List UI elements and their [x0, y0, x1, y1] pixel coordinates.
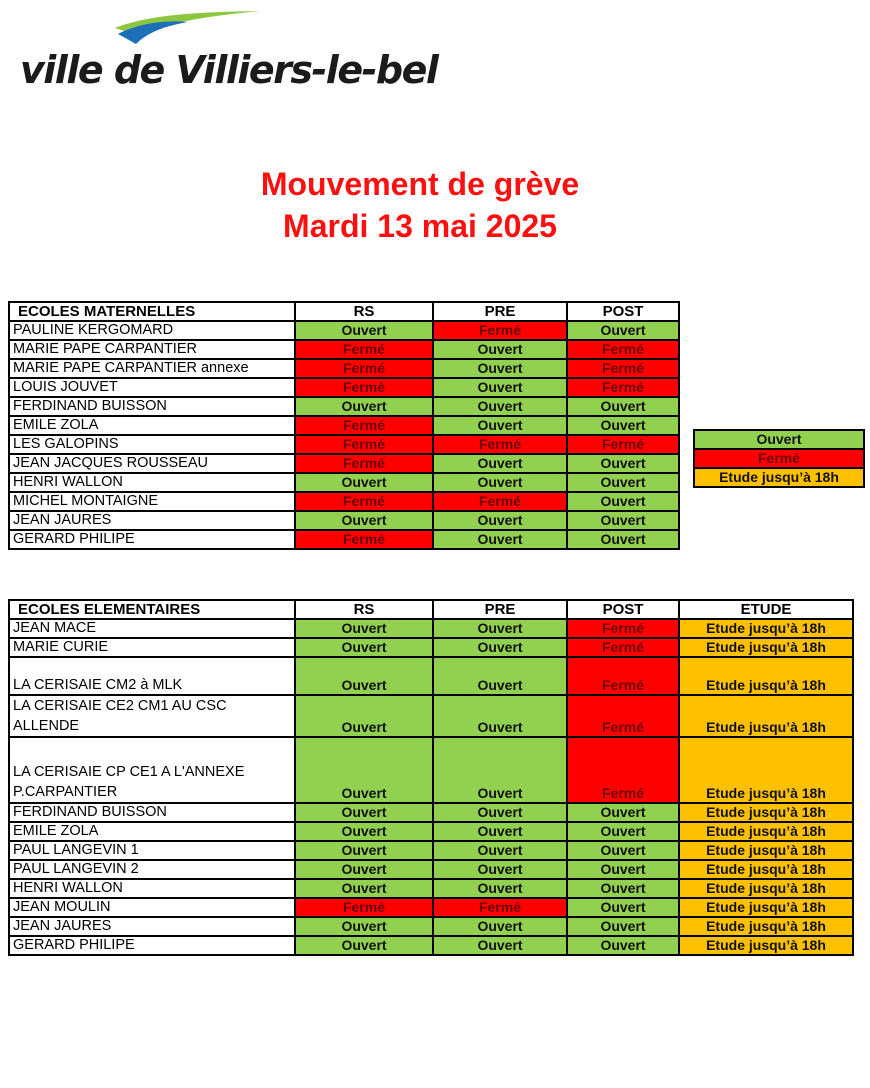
school-name-cell: JEAN JAURES	[9, 917, 295, 936]
status-cell-etude: Etude jusqu’à 18h	[679, 860, 853, 879]
status-cell-etude: Etude jusqu’à 18h	[679, 879, 853, 898]
status-cell-post: Ouvert	[567, 879, 679, 898]
status-cell-pre: Fermé	[433, 321, 567, 340]
table-row	[9, 530, 679, 549]
status-cell-post: Ouvert	[567, 473, 679, 492]
legend-table	[693, 429, 865, 488]
school-name-cell: GERARD PHILIPE	[9, 530, 295, 549]
table-row	[9, 321, 679, 340]
table-row	[9, 397, 679, 416]
status-cell-pre: Ouvert	[433, 841, 567, 860]
status-cell-rs: Fermé	[295, 898, 433, 917]
column-header-etude: ETUDE	[679, 600, 853, 619]
status-cell-rs: Ouvert	[295, 841, 433, 860]
status-cell-pre: Ouvert	[433, 879, 567, 898]
table-row	[9, 879, 853, 898]
table-row	[9, 936, 853, 955]
status-cell-pre: Ouvert	[433, 917, 567, 936]
status-cell-etude: Etude jusqu’à 18h	[679, 695, 853, 737]
table-row	[9, 860, 853, 879]
status-cell-pre: Ouvert	[433, 340, 567, 359]
status-cell-etude: Etude jusqu’à 18h	[679, 619, 853, 638]
status-cell-post: Ouvert	[567, 530, 679, 549]
status-cell-rs: Fermé	[295, 530, 433, 549]
table-header-row	[9, 302, 679, 321]
status-cell-post: Ouvert	[567, 822, 679, 841]
school-name-cell: JEAN JACQUES ROUSSEAU	[9, 454, 295, 473]
school-name-cell: PAUL LANGEVIN 1	[9, 841, 295, 860]
status-cell-rs: Fermé	[295, 454, 433, 473]
status-cell-post: Ouvert	[567, 917, 679, 936]
status-cell-pre: Ouvert	[433, 416, 567, 435]
status-cell-pre: Fermé	[433, 898, 567, 917]
status-cell-rs: Fermé	[295, 359, 433, 378]
page-date: Mardi 13 mai 2025	[283, 208, 557, 244]
school-name-cell: FERDINAND BUISSON	[9, 397, 295, 416]
table-row	[9, 416, 679, 435]
status-cell-pre: Ouvert	[433, 657, 567, 695]
school-name-cell: JEAN MACE	[9, 619, 295, 638]
status-cell-etude: Etude jusqu’à 18h	[679, 917, 853, 936]
table-row	[9, 695, 853, 737]
status-cell-post: Ouvert	[567, 321, 679, 340]
table-row	[9, 638, 853, 657]
status-cell-rs: Ouvert	[295, 619, 433, 638]
status-cell-pre: Ouvert	[433, 619, 567, 638]
table-row	[9, 492, 679, 511]
table-row	[9, 435, 679, 454]
status-cell-rs: Ouvert	[295, 936, 433, 955]
column-header-post: POST	[567, 302, 679, 321]
status-cell-post: Ouvert	[567, 860, 679, 879]
status-cell-pre: Ouvert	[433, 695, 567, 737]
status-cell-post: Ouvert	[567, 936, 679, 955]
status-cell-post: Fermé	[567, 638, 679, 657]
column-header-pre: PRE	[433, 600, 567, 619]
table-row	[9, 917, 853, 936]
status-cell-etude: Etude jusqu’à 18h	[679, 936, 853, 955]
school-name-cell: HENRI WALLON	[9, 473, 295, 492]
school-name-cell: LOUIS JOUVET	[9, 378, 295, 397]
table-row	[9, 822, 853, 841]
legend-row	[694, 468, 864, 487]
status-cell-pre: Ouvert	[433, 454, 567, 473]
status-cell-pre: Fermé	[433, 492, 567, 511]
status-cell-pre: Fermé	[433, 435, 567, 454]
status-cell-rs: Ouvert	[295, 397, 433, 416]
table-row	[9, 619, 853, 638]
status-cell-rs: Ouvert	[295, 917, 433, 936]
table-row	[9, 657, 853, 695]
status-cell-post: Ouvert	[567, 898, 679, 917]
status-cell-rs: Ouvert	[295, 822, 433, 841]
school-name-cell: LA CERISAIE CM2 à MLK	[9, 657, 295, 695]
column-header-rs: RS	[295, 600, 433, 619]
status-cell-post: Fermé	[567, 657, 679, 695]
status-cell-pre: Ouvert	[433, 822, 567, 841]
column-header-pre: PRE	[433, 302, 567, 321]
status-cell-pre: Ouvert	[433, 860, 567, 879]
status-cell-pre: Ouvert	[433, 473, 567, 492]
status-cell-post: Fermé	[567, 378, 679, 397]
school-name-cell: PAUL LANGEVIN 2	[9, 860, 295, 879]
status-cell-pre: Ouvert	[433, 530, 567, 549]
legend-etude: Etude jusqu’à 18h	[694, 468, 864, 487]
table-row	[9, 359, 679, 378]
status-cell-rs: Fermé	[295, 378, 433, 397]
status-cell-post: Fermé	[567, 435, 679, 454]
city-logo	[20, 10, 438, 100]
school-name-cell: FERDINAND BUISSON	[9, 803, 295, 822]
status-cell-post: Fermé	[567, 695, 679, 737]
status-cell-pre: Ouvert	[433, 737, 567, 803]
table-row	[9, 378, 679, 397]
elementaires-table	[8, 599, 854, 956]
status-cell-rs: Ouvert	[295, 695, 433, 737]
table-header-row	[9, 600, 853, 619]
table-row	[9, 803, 853, 822]
status-cell-rs: Ouvert	[295, 321, 433, 340]
table-row	[9, 454, 679, 473]
status-cell-pre: Ouvert	[433, 378, 567, 397]
status-cell-post: Fermé	[567, 737, 679, 803]
status-cell-pre: Ouvert	[433, 803, 567, 822]
school-name-cell: GERARD PHILIPE	[9, 936, 295, 955]
status-cell-rs: Fermé	[295, 340, 433, 359]
school-name-cell: MARIE CURIE	[9, 638, 295, 657]
legend-row	[694, 449, 864, 468]
school-name-cell: EMILE ZOLA	[9, 822, 295, 841]
table-row	[9, 898, 853, 917]
school-name-cell: HENRI WALLON	[9, 879, 295, 898]
school-name-cell: LA CERISAIE CE2 CM1 AU CSC ALLENDE	[9, 695, 295, 737]
school-name-cell: JEAN MOULIN	[9, 898, 295, 917]
school-name-cell: MARIE PAPE CARPANTIER annexe	[9, 359, 295, 378]
status-cell-etude: Etude jusqu’à 18h	[679, 841, 853, 860]
legend-row	[694, 430, 864, 449]
column-header-post: POST	[567, 600, 679, 619]
status-cell-post: Fermé	[567, 340, 679, 359]
status-cell-etude: Etude jusqu’à 18h	[679, 822, 853, 841]
table-row	[9, 841, 853, 860]
status-cell-etude: Etude jusqu’à 18h	[679, 657, 853, 695]
school-name-cell: EMILE ZOLA	[9, 416, 295, 435]
status-cell-rs: Ouvert	[295, 737, 433, 803]
status-cell-post: Ouvert	[567, 454, 679, 473]
table-row	[9, 737, 853, 803]
page-title: Mouvement de grève	[260, 166, 580, 202]
school-name-cell: LES GALOPINS	[9, 435, 295, 454]
school-name-cell: JEAN JAURES	[9, 511, 295, 530]
status-cell-pre: Ouvert	[433, 936, 567, 955]
status-cell-post: Ouvert	[567, 511, 679, 530]
school-name-cell: MARIE PAPE CARPANTIER	[9, 340, 295, 359]
table-row	[9, 511, 679, 530]
status-cell-post: Ouvert	[567, 397, 679, 416]
status-cell-etude: Etude jusqu’à 18h	[679, 803, 853, 822]
status-cell-post: Ouvert	[567, 492, 679, 511]
column-header-school: ECOLES ELEMENTAIRES	[9, 600, 295, 619]
status-cell-rs: Fermé	[295, 492, 433, 511]
column-header-rs: RS	[295, 302, 433, 321]
school-name-cell: PAULINE KERGOMARD	[9, 321, 295, 340]
status-cell-pre: Ouvert	[433, 397, 567, 416]
school-name-cell: MICHEL MONTAIGNE	[9, 492, 295, 511]
status-cell-rs: Ouvert	[295, 803, 433, 822]
school-name-cell: LA CERISAIE CP CE1 A L'ANNEXE P.CARPANTIER	[9, 737, 295, 803]
status-cell-pre: Ouvert	[433, 511, 567, 530]
logo-swoosh-graphic	[110, 10, 280, 50]
status-cell-rs: Ouvert	[295, 657, 433, 695]
status-cell-rs: Ouvert	[295, 511, 433, 530]
legend-ferme: Fermé	[694, 449, 864, 468]
table-row	[9, 473, 679, 492]
status-cell-rs: Ouvert	[295, 879, 433, 898]
status-cell-rs: Fermé	[295, 435, 433, 454]
status-cell-rs: Ouvert	[295, 638, 433, 657]
status-cell-pre: Ouvert	[433, 359, 567, 378]
status-cell-etude: Etude jusqu’à 18h	[679, 898, 853, 917]
status-cell-post: Ouvert	[567, 803, 679, 822]
status-cell-post: Ouvert	[567, 841, 679, 860]
status-cell-rs: Fermé	[295, 416, 433, 435]
status-cell-rs: Ouvert	[295, 473, 433, 492]
status-cell-post: Fermé	[567, 359, 679, 378]
table-row	[9, 340, 679, 359]
legend-ouvert: Ouvert	[694, 430, 864, 449]
status-cell-pre: Ouvert	[433, 638, 567, 657]
status-cell-post: Fermé	[567, 619, 679, 638]
status-cell-rs: Ouvert	[295, 860, 433, 879]
maternelles-table	[8, 301, 680, 550]
status-cell-etude: Etude jusqu’à 18h	[679, 737, 853, 803]
status-cell-etude: Etude jusqu’à 18h	[679, 638, 853, 657]
status-cell-post: Ouvert	[567, 416, 679, 435]
column-header-school: ECOLES MATERNELLES	[9, 302, 295, 321]
logo-text: ville de Villiers-le-bel	[20, 48, 438, 92]
